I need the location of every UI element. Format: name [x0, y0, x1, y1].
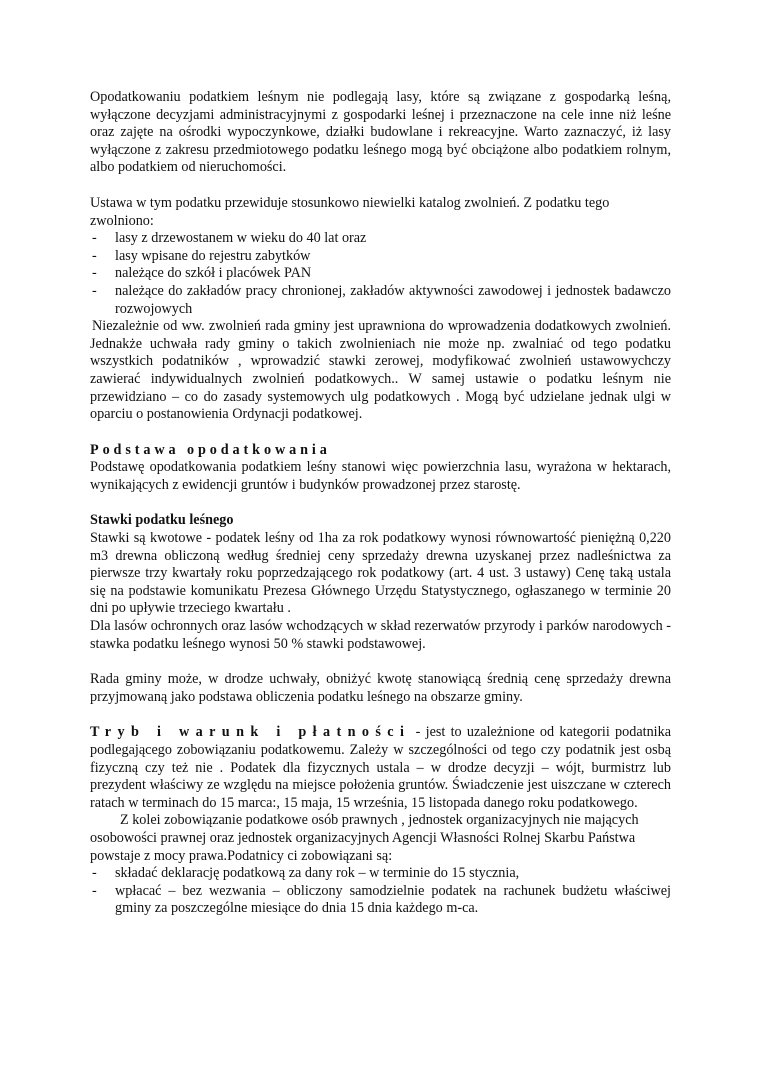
heading-tryb: Tryb i warunk i płatności: [90, 724, 411, 741]
list-item: - lasy z drzewostanem w wieku do 40 lat oraz: [90, 230, 671, 248]
list-item: - wpłacać – bez wezwania – obliczony samodzielnie podatek na rachunek budżetu właściwej gminy za poszczególne miesiące do dnia 15 dnia każdego m-ca.: [90, 883, 671, 918]
list-item: - składać deklarację podatkową za dany rok – w terminie do 15 stycznia,: [90, 865, 671, 883]
paragraph-tryb: [90, 724, 671, 812]
paragraph-stawki-ochronne: Dla lasów ochronnych oraz lasów wchodzących w skład rezerwatów przyrody i parków narodowych - stawka podatku leśnego wynosi 50 % stawki podstawowej.: [90, 618, 671, 652]
document-page: [90, 89, 671, 918]
heading-stawki: Stawki podatku leśnego: [90, 512, 234, 529]
list-item: - należące do szkół i placówek PAN: [90, 265, 671, 283]
obligations-list: [90, 865, 671, 918]
paragraph-stawki-rada: Rada gminy może, w drodze uchwały, obniżyć kwotę stanowiącą średnią cenę sprzedaży drewna przyjmowaną jako podstawa obliczenia podatku leśnego na obszarze gminy.: [90, 671, 671, 705]
paragraph-podstawa: Podstawę opodatkowania podatkiem leśny stanowi więc powierzchnia lasu, wyrażona w hektarach, wynikających z ewidencji gruntów i budynków prowadzonej przez starostę.: [90, 459, 671, 493]
paragraph-stawki: Stawki są kwotowe - podatek leśny od 1ha za rok podatkowy wynosi równowartość pieniężną 0,220 m3 drewna obliczoną według średniej ceny sprzedaży drewna uzyskanej przez nadleśnictwa za pierwsze trzy kwartały roku poprzedzającego rok podatkowy (art. 4 ust. 3 ustawy) Cenę taką ustala się na podstawie komunikatu Prezesa Głównego Urzędu Statystycznego, ogłaszanego w terminie 20 dni po upływie trzeciego kwartału .: [90, 530, 671, 617]
list-item: - lasy wpisane do rejestru zabytków: [90, 248, 671, 266]
exemptions-list: [90, 230, 671, 318]
paragraph-exclusions: Opodatkowaniu podatkiem leśnym nie podlegają lasy, które są związane z gospodarką leśną, wyłączone decyzjami administracyjnymi z gospodarki leśnej i przeznaczone na cele inne niż leśne oraz zajęte na ośrodki wypoczynkowe, działki budowlane i rekreacyjne. Warto zaznaczyć, iż lasy wyłączone z zakresu przedmiotowego podatku leśnego mogą być obciążone albo podatkiem rolnym, albo podatkiem od nieruchomości.: [90, 89, 671, 176]
heading-podstawa: Podstawa opodatkowania: [90, 441, 331, 458]
tryb-text: - jest to uzależnione od kategorii podatnika podlegającego zobowiązaniu podatkowemu. Zależy w szczególności od tego czy podatnik jest osbą fizyczną czy też nie . Podatek dla fizycznych ustala – w drodze decyzji – wójt, burmistrz lub prezydent właściwy ze względu na miejsce położenia gruntów. Świadczenie jest uiszczane w czterech ratach w terminach do 15 marca:, 15 maja, 15 września, 15 listopada danego roku podatkowego.: [90, 724, 672, 811]
list-item: - należące do zakładów pracy chronionej, zakładów aktywności zawodowej i jednostek badawczo rozwojowych: [90, 283, 671, 318]
paragraph-osoby-prawne: Z kolei zobowiązanie podatkowe osób prawnych , jednostek organizacyjnych nie mających osobowości prawnej oraz jednostek organizacyjnych Agencji Własności Rolnej Skarbu Państwa powstaje z mocy prawa.Podatnicy ci zobowiązani są:: [90, 812, 639, 864]
paragraph-exemptions-intro: Ustawa w tym podatku przewiduje stosunkowo niewielki katalog zwolnień. Z podatku tego zwolniono:: [90, 194, 610, 229]
paragraph-additional-exemptions: Niezależnie od ww. zwolnień rada gminy jest uprawniona do wprowadzenia dodatkowych zwolnień. Jednakże uchwała rady gminy o takich zwolnieniach nie może np. zwalniać od tego podatku wszystkich podatników , wprowadzić stawki zerowej, modyfikować zwolnień ustawowychczy zawierać indywidualnych zwolnień podatkowych.. W samej ustawie o podatku leśnym nie przewidziano – co do zasady systemowych ulg podatkowych . Mogą być udzielane jednak ulgi w oparciu o postanowienia Ordynacji podatkowej.: [90, 318, 671, 423]
